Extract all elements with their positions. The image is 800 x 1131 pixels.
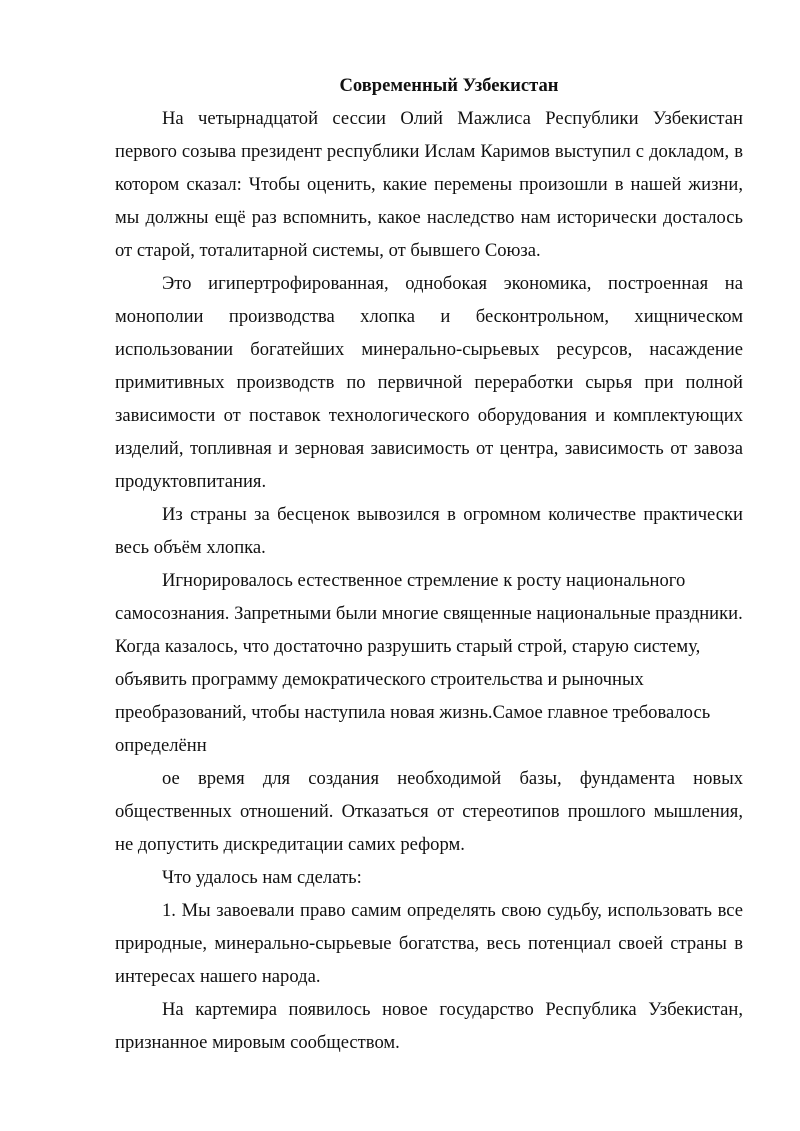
paragraph-achievement-1: 1. Мы завоевали право самим определять свою судьбу, использовать все природные, минерально-сырьевые богатства, весь потенциал своей страны в интересах нашего народа.	[115, 900, 743, 987]
paragraph-self-awareness: Игнорировалось естественное стремление к росту национального самосознания. Запретными были многие священные национальные праздники. Когда казалось, что достаточно разрушить старый строй, старую систему, объявить программу демократического строительства и рыночных преобразований, чтобы наступила новая жизнь.Самое главное требовалось определённ	[115, 570, 743, 756]
document-body	[115, 69, 743, 1059]
paragraph-intro: На четырнадцатой сессии Олий Мажлиса Республики Узбекистан первого созыва президент республики Ислам Каримов выступил с докладом, в котором сказал: Чтобы оценить, какие перемены произошли в нашей жизни, мы должны ещё раз вспомнить, какое наследство нам исторически досталось от старой, тоталитарной системы, от бывшего Союза.	[115, 108, 743, 261]
paragraph-new-state: На картемира появилось новое государство Республика Узбекистан, признанное мировым сообществом.	[115, 999, 743, 1053]
paragraph-economy: Это игипертрофированная, однобокая экономика, построенная на монополии производства хлопка и бесконтрольном, хищническом использовании богатейших минерально-сырьевых ресурсов, насаждение примитивных производств по первичной переработки сырья при полной зависимости от поставок технологического оборудования и комплектующих изделий, топливная и зерновая зависимость от центра, зависимость от завоза продуктовпитания.	[115, 273, 743, 492]
document-title: Современный Узбекистан	[339, 75, 559, 96]
paragraph-cotton: Из страны за бесценок вывозился в огромном количестве практически весь объём хлопка.	[115, 504, 743, 558]
paragraph-reforms: ое время для создания необходимой базы, фундамента новых общественных отношений. Отказаться от стереотипов прошлого мышления, не допустить дискредитации самих реформ.	[115, 768, 743, 855]
paragraph-achievements-heading: Что удалось нам сделать:	[162, 867, 362, 888]
